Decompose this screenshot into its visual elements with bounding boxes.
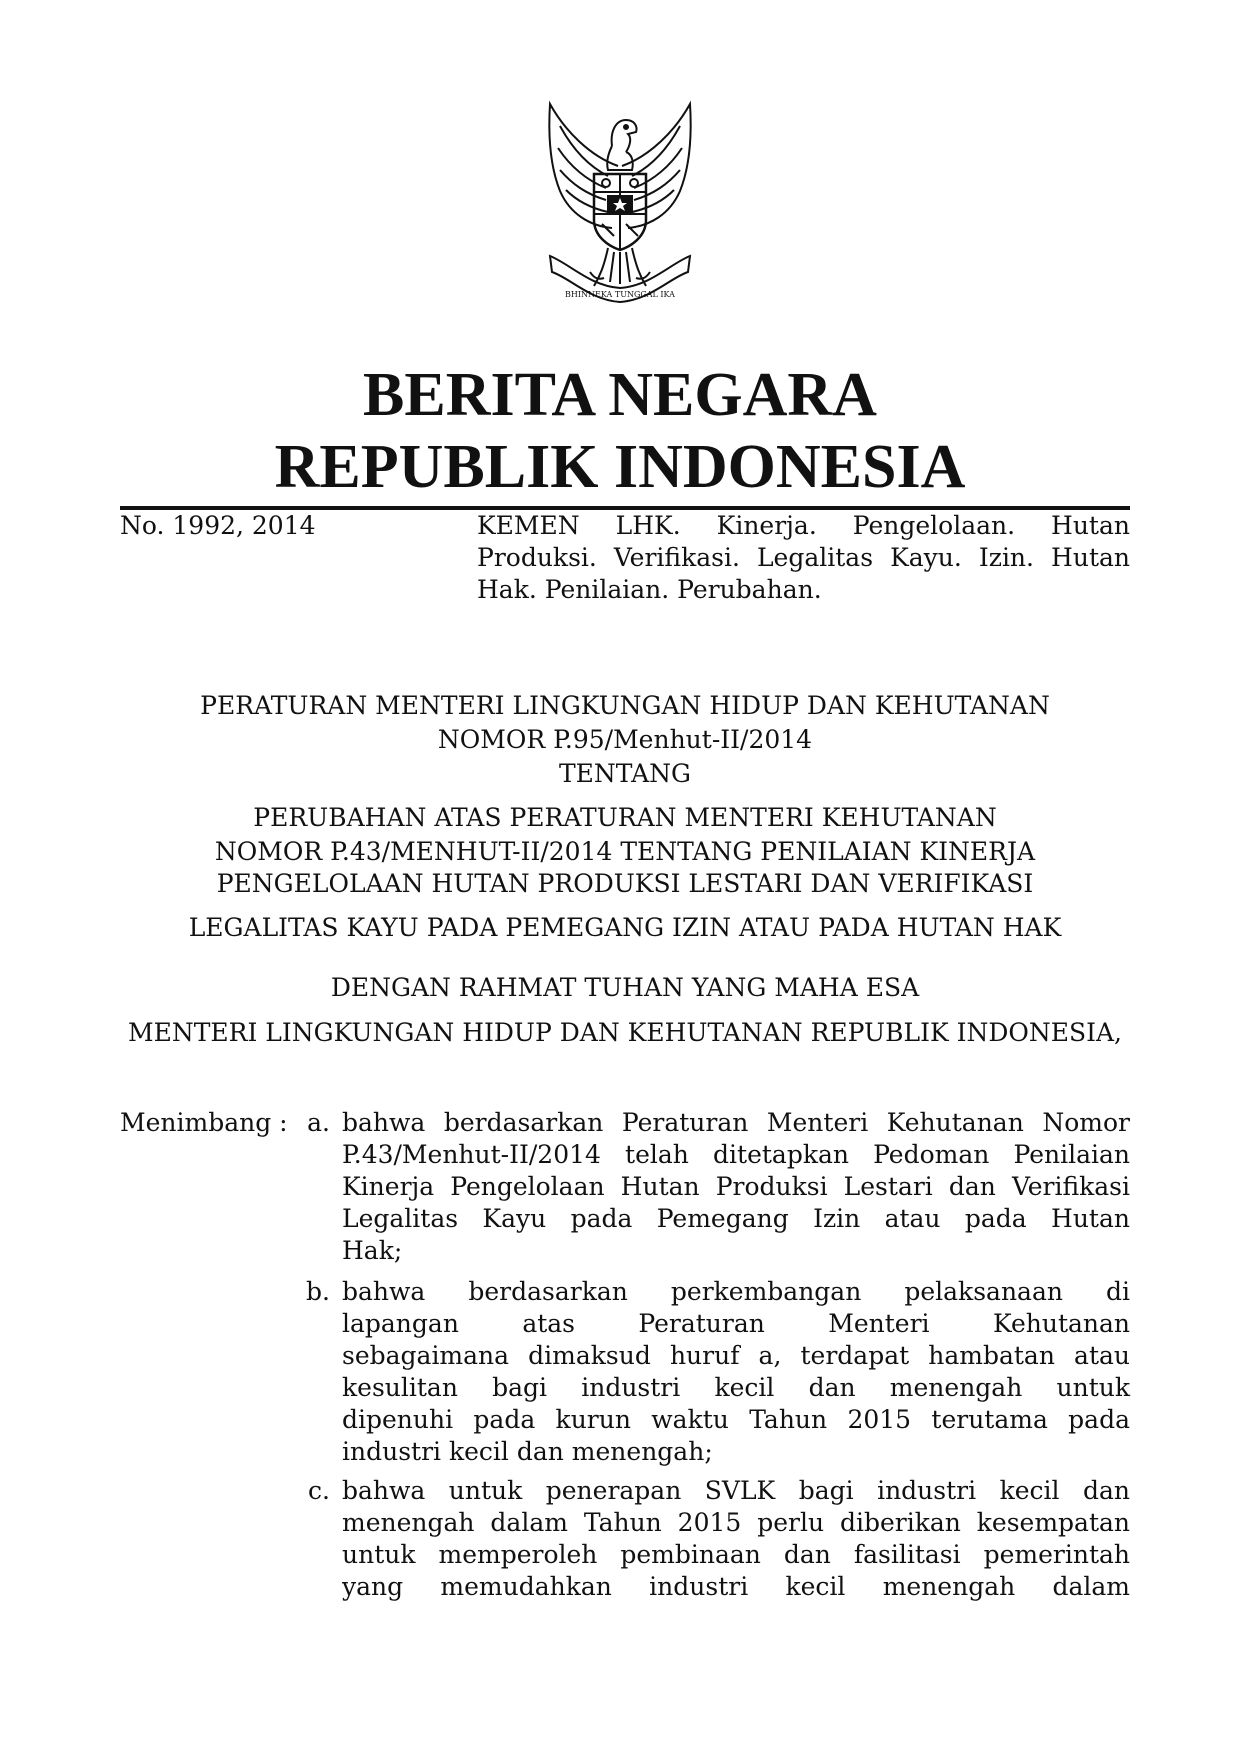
category-line: Hak. Penilaian. Perubahan. bbox=[477, 575, 822, 604]
text-line: bahwa untuk penerapan SVLK bagi industri kecil dan bbox=[342, 1476, 1130, 1505]
regulation-subject-line: PERUBAHAN ATAS PERATURAN MENTERI KEHUTANAN bbox=[253, 803, 997, 832]
category-line: KEMEN LHK. Kinerja. Pengelolaan. Hutan bbox=[477, 511, 1130, 540]
text-line: kesulitan bagi industri kecil dan menengah untuk bbox=[342, 1373, 1130, 1402]
emblem-motto: BHINNEKA TUNGGAL IKA bbox=[565, 290, 675, 299]
regulation-title-line: PERATURAN MENTERI LINGKUNGAN HIDUP DAN KEHUTANAN bbox=[200, 691, 1050, 720]
text-line: Kinerja Pengelolaan Hutan Produksi Lestari dan Verifikasi bbox=[342, 1172, 1130, 1201]
menimbang-label: Menimbang : bbox=[120, 1108, 288, 1137]
regulation-subject-line: PENGELOLAAN HUTAN PRODUKSI LESTARI DAN VERIFIKASI bbox=[216, 869, 1034, 898]
text-line: bahwa berdasarkan perkembangan pelaksanaan di bbox=[342, 1277, 1130, 1306]
garuda-emblem-icon bbox=[520, 96, 720, 311]
menimbang-item-a bbox=[342, 1107, 1130, 1267]
regulation-tentang: TENTANG bbox=[558, 759, 691, 788]
text-line: industri kecil dan menengah; bbox=[342, 1437, 713, 1466]
text-line: Legalitas Kayu pada Pemegang Izin atau pada Hutan bbox=[342, 1204, 1130, 1233]
text-line: sebagaimana dimaksud huruf a, terdapat hambatan atau bbox=[342, 1341, 1130, 1370]
regulation-subject-line: NOMOR P.43/MENHUT-II/2014 TENTANG PENILAIAN KINERJA bbox=[214, 837, 1036, 866]
item-letter: b. bbox=[306, 1277, 330, 1306]
text-line: menengah dalam Tahun 2015 perlu diberikan kesempatan bbox=[342, 1508, 1130, 1537]
masthead-title-line2: REPUBLIK INDONESIA bbox=[274, 433, 966, 501]
category-line: Produksi. Verifikasi. Legalitas Kayu. Izin. Hutan bbox=[477, 543, 1130, 572]
text-line: bahwa berdasarkan Peraturan Menteri Kehutanan Nomor bbox=[342, 1108, 1130, 1137]
text-line: untuk memperoleh pembinaan dan fasilitasi pemerintah bbox=[342, 1540, 1130, 1569]
menimbang-item-b bbox=[342, 1276, 1130, 1468]
menimbang-item-c bbox=[342, 1475, 1130, 1603]
text-line: P.43/Menhut-II/2014 telah ditetapkan Pedoman Penilaian bbox=[342, 1140, 1130, 1169]
category-keywords bbox=[477, 510, 1130, 606]
regulation-subject-line: LEGALITAS KAYU PADA PEMEGANG IZIN ATAU PADA HUTAN HAK bbox=[188, 913, 1062, 942]
text-line: lapangan atas Peraturan Menteri Kehutanan bbox=[342, 1309, 1130, 1338]
preamble-minister: MENTERI LINGKUNGAN HIDUP DAN KEHUTANAN REPUBLIK INDONESIA, bbox=[128, 1018, 1122, 1047]
item-letter: c. bbox=[308, 1476, 330, 1505]
item-letter: a. bbox=[307, 1108, 330, 1137]
text-line: yang memudahkan industri kecil menengah dalam bbox=[342, 1572, 1130, 1601]
preamble-line: DENGAN RAHMAT TUHAN YANG MAHA ESA bbox=[330, 973, 920, 1002]
text-line: Hak; bbox=[342, 1236, 403, 1265]
regulation-number: NOMOR P.95/Menhut-II/2014 bbox=[437, 725, 813, 754]
masthead-title-line1: BERITA NEGARA bbox=[363, 361, 877, 429]
text-line: dipenuhi pada kurun waktu Tahun 2015 terutama pada bbox=[342, 1405, 1130, 1434]
issue-number: No. 1992, 2014 bbox=[120, 511, 316, 540]
